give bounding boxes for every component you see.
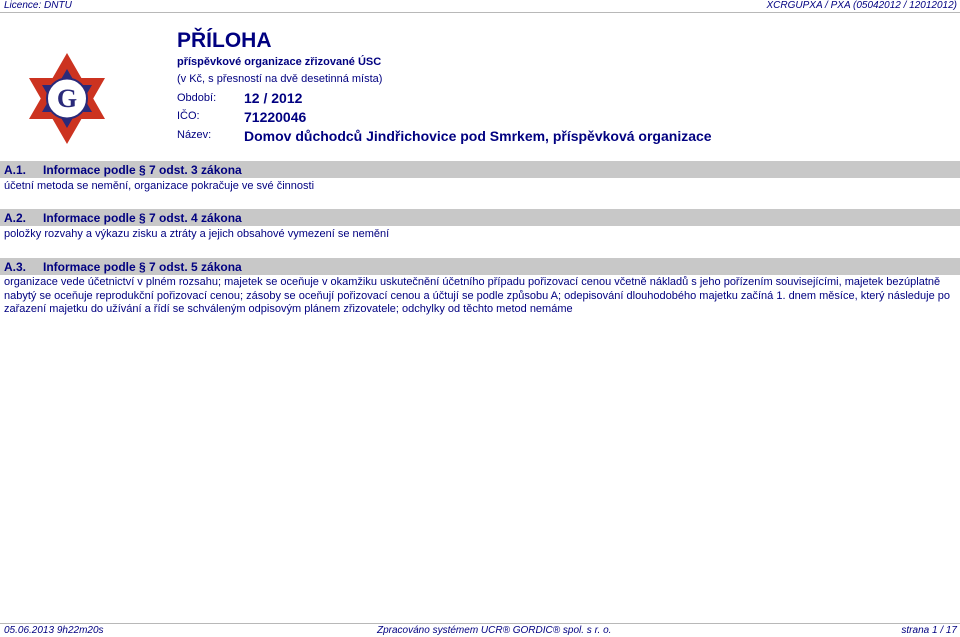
section-a2-text: položky rozvahy a výkazu zisku a ztráty a jejich obsahové vymezení se nemění: [4, 228, 390, 240]
header-divider: [0, 12, 960, 13]
ico-label: IČO:: [177, 110, 200, 122]
period-label: Období:: [177, 92, 217, 104]
page-footer: [0, 625, 960, 637]
page-header: [0, 0, 960, 12]
section-title: Informace podle § 7 odst. 3 zákona: [43, 163, 242, 177]
print-timestamp: 05.06.2013 9h22m20s: [4, 625, 104, 636]
ico-value: 71220046: [244, 109, 307, 125]
currency-note: (v Kč, s přesností na dvě desetinná místa): [177, 73, 383, 85]
document-subtitle: příspěvkové organizace zřizované ÚSC: [177, 56, 382, 68]
section-a3-header: [0, 258, 960, 275]
period-value: 12 / 2012: [244, 90, 303, 106]
page-number: strana 1 / 17: [901, 625, 957, 636]
system-credit: Zpracováno systémem UCR® GORDIC® spol. s r. o.: [377, 625, 612, 636]
logo-letter: G: [56, 84, 78, 113]
section-number: A.2.: [4, 211, 27, 225]
section-title: Informace podle § 7 odst. 4 zákona: [43, 211, 242, 225]
section-title: Informace podle § 7 odst. 5 zákona: [43, 260, 242, 274]
section-number: A.3.: [4, 260, 27, 274]
license-label: Licence: DNTU: [4, 0, 72, 11]
footer-divider: [0, 623, 960, 624]
section-number: A.1.: [4, 163, 27, 177]
section-a3-text: organizace vede účetnictví v plném rozsahu; majetek se oceňuje v okamžiku uskutečnění účetního případu pořizovací cenou včetně nákladů s jeho pořízením souvisejícími, majetek bezúplatně nabytý se oceňuje reprodukční pořizovací cenou; zásoby se oceňují pořizovací cenou a účtují se podle způsobu A; odepisování dlouhodobého majetku začíná 1. dnem měsíce, který následuje po zařazení majetku do užívání a řídí se schváleným odpisovým plánem zřizovatele; odchylky od těchto metod nemáme: [4, 276, 950, 315]
organization-name: Domov důchodců Jindřichovice pod Smrkem, příspěvková organizace: [244, 128, 712, 144]
name-label: Název:: [177, 129, 212, 141]
section-a1-header: [0, 161, 960, 178]
document-title: PŘÍLOHA: [177, 29, 272, 52]
report-code: XCRGUPXA / PXA (05042012 / 12012012): [766, 0, 957, 11]
gordic-logo-icon: [21, 51, 113, 146]
section-a2-header: [0, 209, 960, 226]
section-a1-text: účetní metoda se nemění, organizace pokračuje ve své činnosti: [4, 180, 315, 192]
